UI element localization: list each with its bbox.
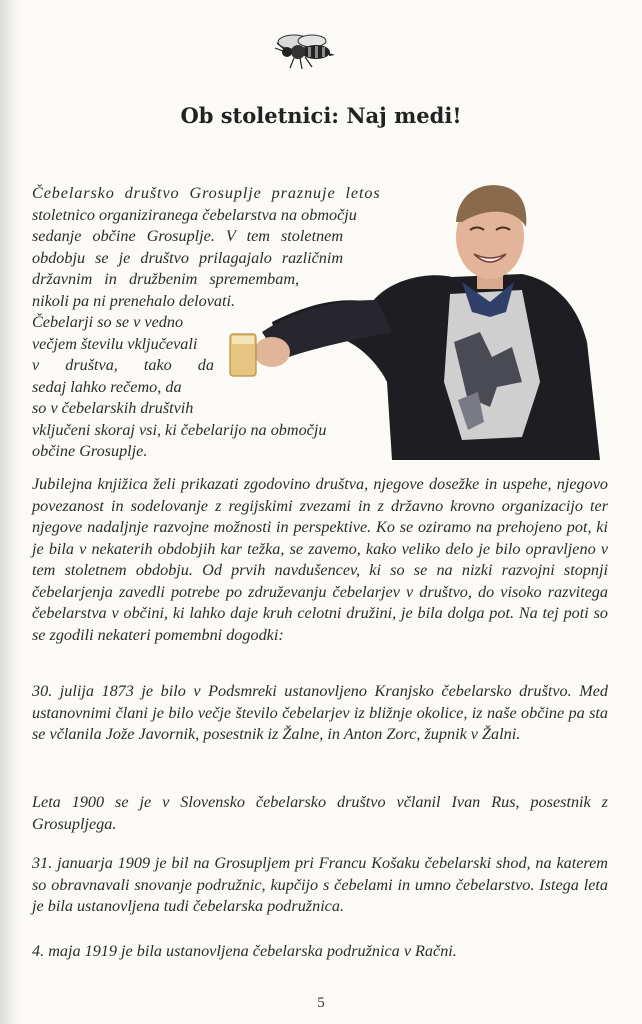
intro-line: sedanje občine Grosuplje. V tem stoletnem xyxy=(32,227,344,245)
paragraph-1900: Leta 1900 se je v Slovensko čebelarsko društvo včlanil Ivan Rus, posestnik z Grosupljega. xyxy=(32,793,608,833)
page-title: Ob stoletnici: Naj medi! xyxy=(180,103,462,128)
intro-line: Čebelarsko društvo Grosuplje praznuje letos xyxy=(32,184,381,202)
intro-line: vključeni skoraj vsi, ki čebelarijo na območju xyxy=(32,420,327,439)
paragraph-intro-history: Jubilejna knjižica želi prikazati zgodovino društva, njegove dosežke in uspehe, njegovo povezanost in sodelovanje z regijskimi zvezami in z državno krovno organizacijo ter njegove nadaljnje razvojne možnosti in perspektive. Ko se oziramo na prehojeno pot, ki je bila v nekaterih obdobjih kar težka, se zavemo, kako veliko delo je bilo opravljeno v tem stoletnem obdobju. Od prvih navdušencev, ki so se na nizki razvojni stopnji čebelarjenja zavedli potrebe po združevanju čebelarjev v društvo, do visoko razvitega čebelarstva v občini, ki lahko daje kruh celotni družini, je bila dolga pot. Na tej poti so se zgodili nekateri pomembni dogodki: xyxy=(32,475,608,644)
intro-line: sedaj lahko rečemo, da xyxy=(32,377,182,396)
page-number: 5 xyxy=(317,995,325,1011)
intro-line: so v čebelarskih društvih xyxy=(32,399,194,417)
intro-line: v društva, tako da xyxy=(32,356,214,374)
paragraph-1919: 4. maja 1919 je bila ustanovljena čebelarska podružnica v Račni. xyxy=(32,942,457,960)
paragraph-1909: 31. januarja 1909 je bil na Grosupljem pri Francu Košaku čebelarski shod, na katerem so obravnavali snovanje podružnic, kupčijo s čebelami in umno čebelarstvo. Istega leta je bila ustanovljena tudi čebelarska podružnica. xyxy=(32,854,608,915)
intro-line: nikoli pa ni prenehalo delovati. xyxy=(32,291,236,310)
page-gutter-shadow xyxy=(0,0,22,1024)
intro-line: občine Grosuplje. xyxy=(32,442,148,460)
intro-line: Čebelarji so se v vedno xyxy=(32,313,184,331)
intro-line: večjem številu vključevali xyxy=(32,334,198,353)
intro-line: obdobju se je društvo prilagajalo različnim xyxy=(32,248,344,267)
bee-icon xyxy=(272,30,336,72)
beekeeper-photo xyxy=(222,182,610,460)
intro-line: državnim in družbenim spremembam, xyxy=(32,270,300,288)
paragraph-1873: 30. julija 1873 je bilo v Podsmreki ustanovljeno Kranjsko čebelarsko društvo. Med ustanovnimi člani je bilo večje število čebelarjev iz bližnje okolice, iz naše občine pa sta se včlanila Jože Javornik, posestnik iz Žalne, in Anton Zorc, župnik v Žalni. xyxy=(32,682,608,743)
intro-line: stoletnico organiziranega čebelarstva na območju xyxy=(32,205,357,224)
